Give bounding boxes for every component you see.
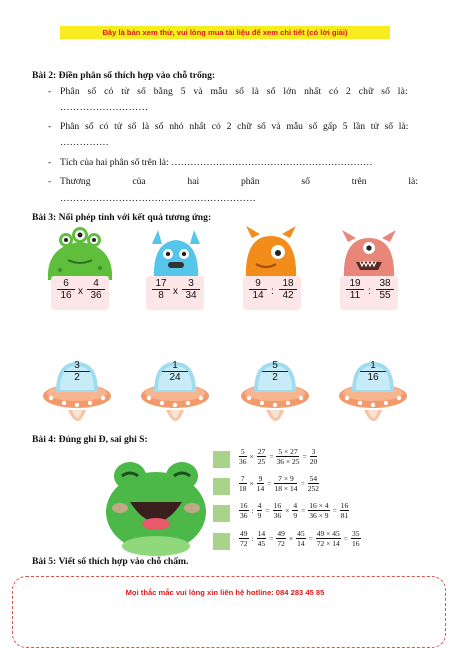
denominator: 34	[185, 290, 197, 301]
denominator: 45	[257, 539, 266, 548]
footer-hotline: Mọi thắc mắc vui lòng xin liên hệ hotline: 084 283 45 85	[125, 588, 325, 597]
denominator: 14	[252, 290, 264, 301]
item-text[interactable]: Tích của hai phân số trên là: ………………………………………………………	[60, 157, 373, 168]
numerator: 18	[279, 278, 297, 290]
equals: =	[332, 506, 337, 515]
word: hai	[187, 176, 200, 187]
numerator: 35	[352, 529, 360, 538]
equation-4	[238, 529, 362, 548]
denominator: 11	[349, 290, 361, 301]
word: phân	[240, 176, 260, 187]
numerator: 3	[64, 360, 90, 372]
fraction	[376, 278, 394, 301]
ufo-answer-2[interactable]	[140, 352, 210, 434]
equation-1	[238, 447, 318, 466]
numerator: 3	[311, 447, 316, 456]
equals: =	[301, 506, 306, 515]
equals: =	[302, 452, 307, 461]
expression-card-4[interactable]	[340, 276, 398, 310]
numerator: 7 × 9	[274, 474, 297, 484]
numerator: 5 × 27	[278, 447, 298, 456]
green-monster-illustration	[40, 226, 120, 282]
expression-card-3[interactable]	[243, 276, 301, 310]
fraction	[87, 278, 105, 301]
word: là:	[408, 176, 418, 187]
word: của	[132, 176, 146, 187]
dash: -	[48, 176, 52, 187]
equals: =	[265, 506, 270, 515]
item-text	[60, 176, 418, 187]
ufo-answer-4[interactable]	[338, 352, 408, 434]
bai2-item-1	[48, 86, 418, 116]
equals: =	[267, 479, 272, 488]
denominator: 55	[379, 290, 391, 301]
answer-checkbox-1[interactable]	[213, 451, 230, 468]
ufo-answer-1[interactable]	[42, 352, 112, 434]
bai2-item-3	[48, 157, 418, 171]
word: Thương	[60, 176, 91, 187]
denominator: 36 × 9	[309, 511, 329, 520]
bai2-item-2	[48, 121, 418, 151]
fraction	[64, 360, 90, 383]
answer-checkbox-3[interactable]	[213, 505, 230, 522]
operator: x	[173, 286, 178, 297]
denominator: 18 × 14	[274, 484, 298, 493]
denominator: 14	[256, 484, 265, 493]
blue-monster-illustration	[146, 224, 206, 282]
numerator: 1	[162, 360, 188, 372]
equals: =	[269, 452, 274, 461]
operator: ×	[249, 479, 254, 488]
answer-checkbox-4[interactable]	[213, 533, 230, 550]
numerator: 49	[277, 529, 285, 538]
item-text: Phân số có tử số bằng 5 và mẫu số là số lớn nhất có 2 chữ số là:	[60, 86, 408, 97]
numerator: 4	[257, 501, 262, 510]
numerator: 6	[57, 278, 75, 290]
operator: ×	[249, 452, 254, 461]
denominator: 20	[309, 457, 318, 466]
bai3-title: Bài 3: Nối phép tính với kết quả tương ứng:	[32, 212, 212, 223]
word: trên	[351, 176, 367, 187]
denominator: 18	[239, 484, 247, 493]
denominator: 36 × 25	[276, 457, 300, 466]
denominator: 14	[297, 539, 305, 548]
denominator: 72	[240, 539, 248, 548]
denominator: 9	[257, 511, 262, 520]
fraction	[152, 278, 170, 301]
operator: :	[251, 534, 254, 543]
numerator: 5	[262, 360, 288, 372]
numerator: 38	[376, 278, 394, 290]
denominator: 81	[340, 511, 349, 520]
operator: ×	[288, 534, 294, 543]
laughing-frog-illustration	[100, 452, 210, 556]
dash: -	[48, 157, 52, 168]
equals: =	[269, 534, 274, 543]
operator: :	[368, 286, 371, 297]
fraction	[57, 278, 75, 301]
denominator: 36	[273, 511, 282, 520]
operator: :	[251, 506, 254, 515]
fraction	[262, 360, 288, 383]
item-text: Phân số có tử số là số nhỏ nhất có 2 chữ số và mẫu số gấp 5 lần tử số là:	[60, 121, 409, 132]
operator: :	[271, 286, 274, 297]
bai4-title: Bài 4: Đúng ghi Đ, sai ghi S:	[32, 434, 148, 445]
answer-checkbox-2[interactable]	[213, 478, 230, 495]
numerator: 19	[346, 278, 364, 290]
footer-box	[12, 576, 446, 648]
numerator: 7	[240, 474, 245, 483]
answer-dots[interactable]: ……………	[60, 137, 109, 148]
denominator: 36	[239, 457, 247, 466]
denominator: 2	[74, 372, 80, 383]
fraction	[249, 278, 267, 301]
equation-3	[238, 501, 350, 520]
expression-card-2[interactable]	[146, 276, 204, 310]
numerator: 49	[240, 529, 248, 538]
numerator: 49 × 45	[316, 529, 340, 538]
equals: =	[300, 479, 305, 488]
fraction	[346, 278, 364, 301]
denominator: 25	[257, 457, 266, 466]
ufo-answer-3[interactable]	[240, 352, 310, 434]
fraction	[182, 278, 200, 301]
numerator: 4	[293, 501, 298, 510]
numerator: 16	[240, 501, 248, 510]
numerator: 14	[257, 529, 266, 538]
numerator: 16	[340, 501, 349, 510]
bai2-item-4	[48, 176, 418, 206]
numerator: 17	[152, 278, 170, 290]
numerator: 16 × 4	[309, 501, 329, 510]
operator: ×	[285, 506, 290, 515]
operator: x	[78, 286, 83, 297]
numerator: 3	[182, 278, 200, 290]
denominator: 252	[307, 484, 319, 493]
word: số	[301, 176, 310, 187]
equals: =	[308, 534, 313, 543]
answer-dots[interactable]: ……………………………………………………	[60, 193, 256, 204]
denominator: 36	[90, 290, 102, 301]
numerator: 1	[360, 360, 386, 372]
numerator: 9	[258, 474, 263, 483]
numerator: 54	[309, 474, 318, 483]
dash: -	[48, 121, 52, 132]
equation-2	[238, 474, 320, 493]
orange-monster-illustration	[240, 224, 302, 282]
denominator: 36	[240, 511, 248, 520]
bai2-title: Bài 2: Điền phân số thích hợp vào chỗ trống:	[32, 70, 216, 81]
pink-monster-illustration	[338, 226, 400, 282]
numerator: 5	[240, 447, 245, 456]
denominator: 16	[367, 372, 379, 383]
numerator: 4	[87, 278, 105, 290]
fraction	[162, 360, 188, 383]
denominator: 42	[282, 290, 294, 301]
numerator: 27	[257, 447, 266, 456]
denominator: 72	[277, 539, 285, 548]
numerator: 16	[273, 501, 282, 510]
denominator: 16	[60, 290, 72, 301]
denominator: 2	[272, 372, 278, 383]
denominator: 72 × 14	[316, 539, 340, 548]
denominator: 24	[169, 372, 181, 383]
answer-dots[interactable]: ………………………	[60, 102, 149, 113]
bai5-title: Bài 5: Viết số thích hợp vào chỗ chấm.	[32, 556, 189, 567]
fraction	[360, 360, 386, 383]
denominator: 16	[352, 539, 360, 548]
preview-banner: Đây là bản xem thử, vui lòng mua tài liệu để xem chi tiết (có lời giải)	[60, 26, 390, 39]
fraction	[279, 278, 297, 301]
numerator: 45	[297, 529, 305, 538]
dash: -	[48, 86, 52, 97]
numerator: 9	[249, 278, 267, 290]
denominator: 9	[293, 511, 298, 520]
expression-card-1[interactable]	[51, 276, 109, 310]
denominator: 8	[158, 290, 164, 301]
equals: =	[343, 534, 349, 543]
